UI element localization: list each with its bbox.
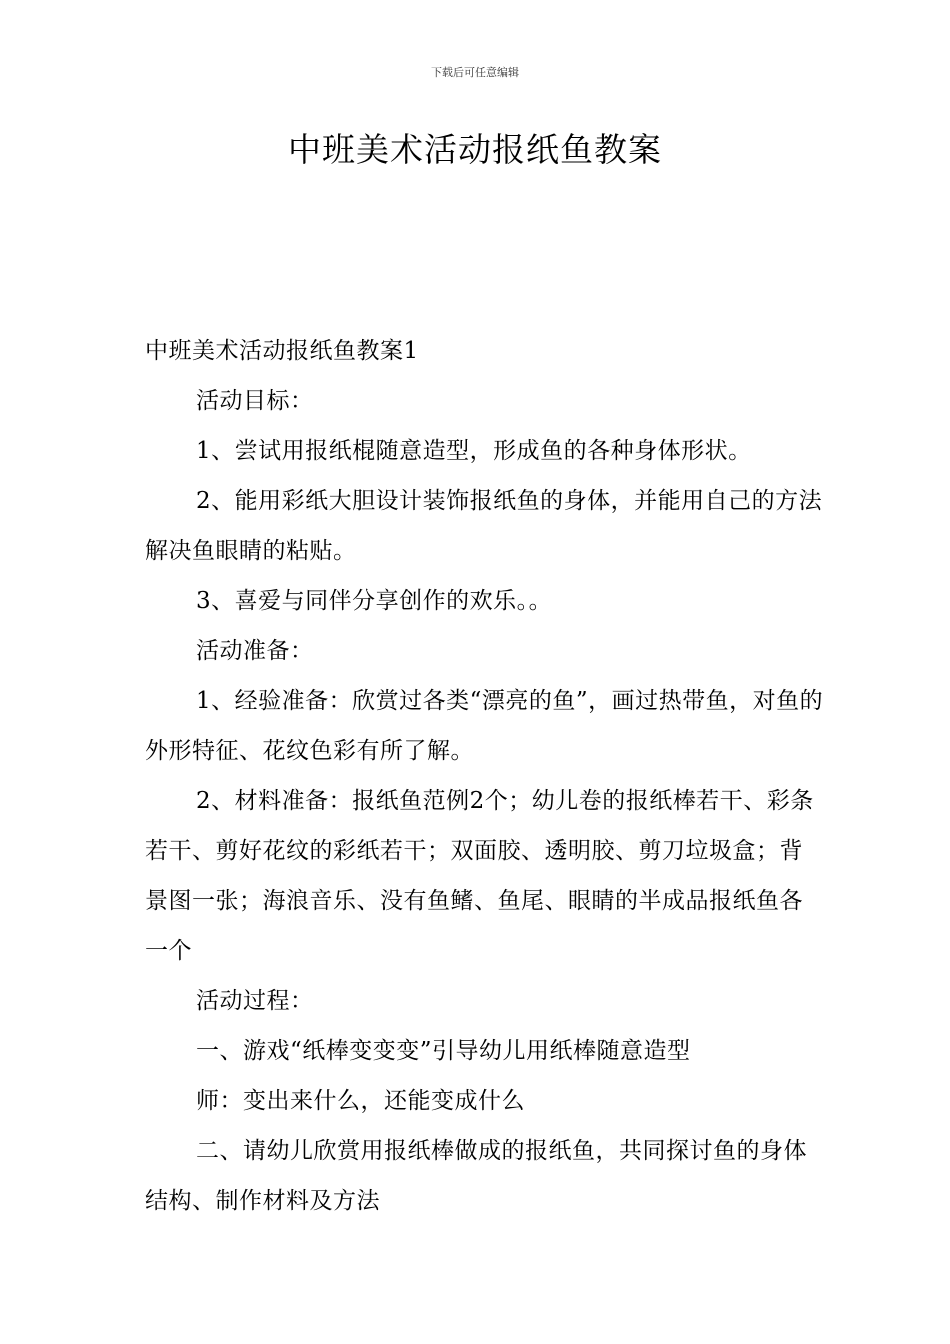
paragraph-goal-1: 1、尝试用报纸棍随意造型，形成鱼的各种身体形状。 <box>196 438 752 464</box>
paragraph-prep-2: 2、材料准备：报纸鱼范例2个；幼儿卷的报纸棒若干、彩条若干、剪好花纹的彩纸若干；双面胶、透明胶、剪刀垃圾盒；背景图一张；海浪音乐、没有鱼鳍、鱼尾、眼睛的半成品报纸鱼各一个 <box>145 788 814 964</box>
paragraph-prep-heading: 活动准备： <box>196 638 314 664</box>
document-body <box>145 326 825 1226</box>
paragraph-goal-3: 3、喜爱与同伴分享创作的欢乐。。 <box>196 588 553 614</box>
document-title: 中班美术活动报纸鱼教案 <box>288 130 662 169</box>
paragraph-teacher-line: 师：变出来什么，还能变成什么 <box>196 1088 525 1114</box>
section-heading: 中班美术活动报纸鱼教案1 <box>145 338 419 364</box>
paragraph-process-heading: 活动过程： <box>196 988 314 1014</box>
paragraph-process-2: 二、请幼儿欣赏用报纸棒做成的报纸鱼，共同探讨鱼的身体结构、制作材料及方法 <box>145 1138 807 1214</box>
header-note: 下载后可任意编辑 <box>431 66 519 79</box>
paragraph-prep-1: 1、经验准备：欣赏过各类“漂亮的鱼”，画过热带鱼，对鱼的外形特征、花纹色彩有所了解。 <box>145 688 824 764</box>
paragraph-process-1: 一、游戏“纸棒变变变”引导幼儿用纸棒随意造型 <box>196 1038 691 1064</box>
paragraph-goal-2: 2、能用彩纸大胆设计装饰报纸鱼的身体，并能用自己的方法解决鱼眼睛的粘贴。 <box>145 488 823 564</box>
paragraph-goals-heading: 活动目标： <box>196 388 314 414</box>
